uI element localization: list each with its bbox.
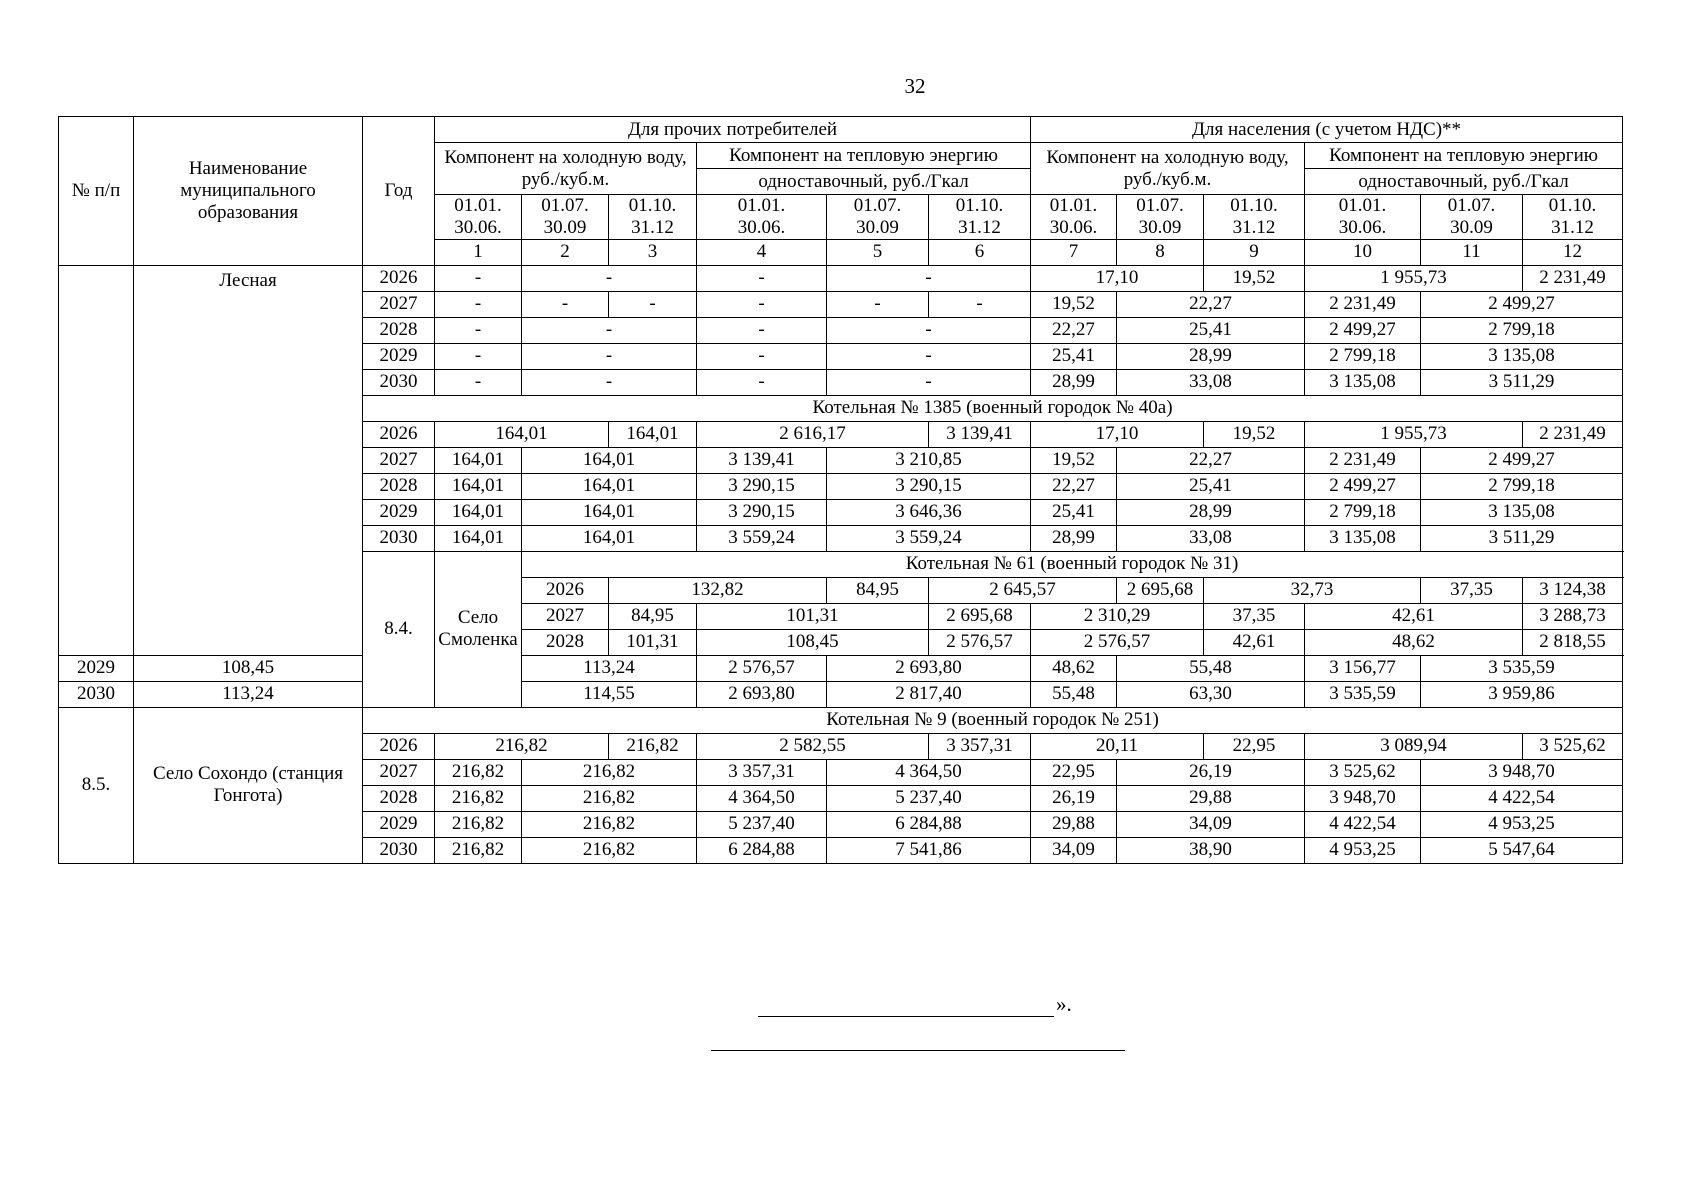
table-cell: - — [827, 369, 1031, 395]
table-cell: 3 559,24 — [697, 525, 827, 551]
table-cell: 101,31 — [609, 629, 697, 655]
table-cell: 2 695,68 — [929, 603, 1031, 629]
header-period: 01.10. 31.12 — [609, 195, 697, 240]
table-cell: 3 525,62 — [1305, 759, 1421, 785]
table-cell: - — [435, 369, 522, 395]
header-row — [59, 117, 1623, 143]
table-cell: 2 582,55 — [697, 733, 929, 759]
table-cell: 114,55 — [522, 681, 697, 707]
table-cell: 4 953,25 — [1421, 811, 1623, 837]
table-cell: 164,01 — [435, 525, 522, 551]
header-period: 01.07. 30.09 — [1421, 195, 1523, 240]
table-cell: 164,01 — [435, 421, 609, 447]
table-cell: 216,82 — [435, 785, 522, 811]
year-cell: 2029 — [363, 499, 435, 525]
table-cell: 3 357,31 — [929, 733, 1031, 759]
table-cell: - — [827, 291, 929, 317]
table-cell: 2 693,80 — [827, 655, 1031, 681]
table-cell: - — [522, 343, 697, 369]
table-cell: 28,99 — [1117, 343, 1305, 369]
table-cell: 6 284,88 — [697, 837, 827, 863]
table-cell: 216,82 — [522, 811, 697, 837]
table-cell: 164,01 — [522, 525, 697, 551]
table-cell: 7 541,86 — [827, 837, 1031, 863]
table-cell: - — [697, 317, 827, 343]
separator-line — [711, 1050, 1125, 1051]
table-cell: 164,01 — [522, 447, 697, 473]
table-cell: 3 139,41 — [929, 421, 1031, 447]
row-number-cell: 8.5. — [59, 707, 134, 863]
table-cell: - — [522, 317, 697, 343]
row-number-cell: 8.4. — [363, 551, 435, 707]
row-number-cell — [59, 265, 134, 655]
table-cell: 4 422,54 — [1421, 785, 1623, 811]
table-cell: 2 818,55 — [1523, 629, 1623, 655]
table-cell: 3 511,29 — [1421, 525, 1623, 551]
table-cell: 25,41 — [1117, 317, 1305, 343]
table-cell: 3 959,86 — [1421, 681, 1623, 707]
table-cell: 28,99 — [1117, 499, 1305, 525]
table-cell: 3 135,08 — [1421, 499, 1623, 525]
table-cell: 2 231,49 — [1523, 265, 1623, 291]
table-cell: 84,95 — [827, 577, 929, 603]
table-cell: 3 156,77 — [1305, 655, 1421, 681]
table-cell: 216,82 — [522, 785, 697, 811]
table-cell: 2 693,80 — [697, 681, 827, 707]
table-cell: - — [929, 291, 1031, 317]
year-cell: 2027 — [363, 759, 435, 785]
table-cell: - — [697, 265, 827, 291]
table-cell: 2 645,57 — [929, 577, 1117, 603]
table-cell: 216,82 — [609, 733, 697, 759]
year-cell: 2026 — [363, 421, 435, 447]
table-cell: - — [609, 291, 697, 317]
table-cell: 216,82 — [435, 759, 522, 785]
column-number: 5 — [827, 239, 929, 265]
table-cell: 216,82 — [435, 811, 522, 837]
table-cell: 2 499,27 — [1305, 473, 1421, 499]
year-cell: 2027 — [522, 603, 609, 629]
table-cell: 3 139,41 — [697, 447, 827, 473]
table-cell: 19,52 — [1204, 421, 1305, 447]
header-period: 01.10. 31.12 — [929, 195, 1031, 240]
table-cell: 3 290,15 — [827, 473, 1031, 499]
header-name: Наименование муниципального образования — [134, 117, 363, 266]
table-cell: 164,01 — [435, 447, 522, 473]
table-cell: 4 422,54 — [1305, 811, 1421, 837]
table-cell: 3 357,31 — [697, 759, 827, 785]
table-cell: 3 135,08 — [1421, 343, 1623, 369]
table-cell: 26,19 — [1117, 759, 1305, 785]
table-cell: - — [435, 317, 522, 343]
table-cell: 2 576,57 — [697, 655, 827, 681]
table-cell: 108,45 — [697, 629, 929, 655]
column-number: 3 — [609, 239, 697, 265]
year-cell: 2028 — [363, 785, 435, 811]
table-cell: 3 511,29 — [1421, 369, 1623, 395]
table-cell: 2 799,18 — [1305, 499, 1421, 525]
table-cell: 164,01 — [522, 499, 697, 525]
header-year: Год — [363, 117, 435, 266]
table-cell: 216,82 — [522, 837, 697, 863]
table-cell: 2 817,40 — [827, 681, 1031, 707]
table-cell: 42,61 — [1204, 629, 1305, 655]
column-number: 9 — [1204, 239, 1305, 265]
table-cell: 34,09 — [1117, 811, 1305, 837]
signature-line — [758, 1016, 1054, 1017]
table-cell: - — [522, 265, 697, 291]
table-cell: 2 499,27 — [1305, 317, 1421, 343]
header-period: 01.07. 30.09 — [827, 195, 929, 240]
year-cell: 2030 — [363, 369, 435, 395]
table-cell: - — [697, 369, 827, 395]
year-cell: 2026 — [363, 265, 435, 291]
table-cell: 63,30 — [1117, 681, 1305, 707]
table-cell: 164,01 — [522, 473, 697, 499]
header-period: 01.01. 30.06. — [1031, 195, 1117, 240]
table-cell: 1 955,73 — [1305, 265, 1523, 291]
table-cell: 3 135,08 — [1305, 369, 1421, 395]
municipality-name: Лесная — [134, 265, 363, 655]
table-cell: 48,62 — [1031, 655, 1117, 681]
table-cell: 28,99 — [1031, 369, 1117, 395]
table-cell: 101,31 — [697, 603, 929, 629]
table-cell: 3 535,59 — [1305, 681, 1421, 707]
table-cell: 4 953,25 — [1305, 837, 1421, 863]
header-period: 01.10. 31.12 — [1523, 195, 1623, 240]
table-cell: 22,27 — [1031, 473, 1117, 499]
header-single-rate: одноставочный, руб./Гкал — [697, 169, 1031, 195]
table-cell: - — [435, 343, 522, 369]
table-cell: 17,10 — [1031, 421, 1204, 447]
table-cell: 22,95 — [1204, 733, 1305, 759]
table-cell: 32,73 — [1204, 577, 1421, 603]
header-population: Для населения (с учетом НДС)** — [1031, 117, 1623, 143]
table-cell: 3 089,94 — [1305, 733, 1523, 759]
table-cell: 25,41 — [1117, 473, 1305, 499]
header-period: 01.01. 30.06. — [1305, 195, 1421, 240]
year-cell: 2026 — [522, 577, 609, 603]
header-num: № п/п — [59, 117, 134, 266]
table-cell: 216,82 — [522, 759, 697, 785]
table-cell: 3 290,15 — [697, 499, 827, 525]
table-cell: 2 799,18 — [1421, 317, 1623, 343]
table-cell: 20,11 — [1031, 733, 1204, 759]
table-cell: 25,41 — [1031, 343, 1117, 369]
column-number: 7 — [1031, 239, 1117, 265]
table-cell: 22,27 — [1117, 291, 1305, 317]
table-cell: 37,35 — [1204, 603, 1305, 629]
table-cell: 5 547,64 — [1421, 837, 1623, 863]
header-other-consumers: Для прочих потребителей — [435, 117, 1031, 143]
table-cell: 2 576,57 — [1031, 629, 1204, 655]
year-cell: 2030 — [59, 681, 134, 707]
table-cell: - — [697, 343, 827, 369]
municipality-name: Село Сохондо (станция Гонгота) — [134, 707, 363, 863]
table-cell: 2 799,18 — [1421, 473, 1623, 499]
page-number: 32 — [904, 74, 926, 98]
table-cell: 3 948,70 — [1421, 759, 1623, 785]
table-cell: 2 231,49 — [1523, 421, 1623, 447]
table-cell: 113,24 — [134, 681, 363, 707]
table-cell: 22,95 — [1031, 759, 1117, 785]
table-cell: 34,09 — [1031, 837, 1117, 863]
table-cell: 84,95 — [609, 603, 697, 629]
year-cell: 2028 — [363, 317, 435, 343]
boiler-title: Котельная № 1385 (военный городок № 40а) — [363, 395, 1623, 421]
year-cell: 2030 — [363, 525, 435, 551]
header-period: 01.01. 30.06. — [435, 195, 522, 240]
table-cell: 3 290,15 — [697, 473, 827, 499]
table-cell: 2 499,27 — [1421, 447, 1623, 473]
table-cell: 113,24 — [522, 655, 697, 681]
table-cell: 2 695,68 — [1117, 577, 1204, 603]
table-cell: - — [697, 291, 827, 317]
table-cell: 2 499,27 — [1421, 291, 1623, 317]
table-cell: 55,48 — [1031, 681, 1117, 707]
table-cell: 26,19 — [1031, 785, 1117, 811]
table-cell: 2 231,49 — [1305, 291, 1421, 317]
table-cell: 164,01 — [609, 421, 697, 447]
header-heat-energy: Компонент на тепловую энергию — [1305, 143, 1623, 169]
table-cell: 17,10 — [1031, 265, 1204, 291]
table-cell: 2 231,49 — [1305, 447, 1421, 473]
table-cell: 6 284,88 — [827, 811, 1031, 837]
table-cell: 19,52 — [1031, 291, 1117, 317]
table-cell: - — [827, 265, 1031, 291]
municipality-name: Село Смоленка — [435, 551, 522, 707]
table-cell: 19,52 — [1204, 265, 1305, 291]
table-cell: 22,27 — [1031, 317, 1117, 343]
table-cell: - — [827, 317, 1031, 343]
table-cell: 1 955,73 — [1305, 421, 1523, 447]
header-single-rate: одноставочный, руб./Гкал — [1305, 169, 1623, 195]
year-cell: 2029 — [363, 343, 435, 369]
column-number: 1 — [435, 239, 522, 265]
table-cell: 2 799,18 — [1305, 343, 1421, 369]
table-row — [59, 681, 1623, 707]
table-cell: - — [522, 369, 697, 395]
table-cell: 33,08 — [1117, 525, 1305, 551]
table-cell: 4 364,50 — [697, 785, 827, 811]
header-cold-water: Компонент на холодную воду, руб./куб.м. — [435, 143, 697, 195]
header-heat-energy: Компонент на тепловую энергию — [697, 143, 1031, 169]
table-cell: 37,35 — [1421, 577, 1523, 603]
table-cell: 29,88 — [1031, 811, 1117, 837]
year-cell: 2030 — [363, 837, 435, 863]
column-number: 6 — [929, 239, 1031, 265]
header-period: 01.07. 30.09 — [1117, 195, 1204, 240]
table-cell: 55,48 — [1117, 655, 1305, 681]
table-cell: 3 535,59 — [1421, 655, 1623, 681]
table-cell: 164,01 — [435, 473, 522, 499]
section-title-row — [59, 707, 1623, 733]
year-cell: 2027 — [363, 291, 435, 317]
column-number: 2 — [522, 239, 609, 265]
table-cell: - — [827, 343, 1031, 369]
year-cell: 2028 — [522, 629, 609, 655]
table-cell: 29,88 — [1117, 785, 1305, 811]
table-cell: 216,82 — [435, 837, 522, 863]
tariff-table — [58, 116, 1623, 864]
table-row — [59, 265, 1623, 291]
column-number: 12 — [1523, 239, 1623, 265]
table-cell: 108,45 — [134, 655, 363, 681]
table-cell: 5 237,40 — [827, 785, 1031, 811]
table-cell: 2 310,29 — [1031, 603, 1204, 629]
boiler-title: Котельная № 9 (военный городок № 251) — [363, 707, 1623, 733]
header-period: 01.07. 30.09 — [522, 195, 609, 240]
header-period: 01.01. 30.06. — [697, 195, 827, 240]
table-cell: 4 364,50 — [827, 759, 1031, 785]
table-cell: 164,01 — [435, 499, 522, 525]
table-row — [59, 655, 1623, 681]
table-cell: 25,41 — [1031, 499, 1117, 525]
table-cell: 5 237,40 — [697, 811, 827, 837]
table-cell: 33,08 — [1117, 369, 1305, 395]
table-cell: 132,82 — [609, 577, 827, 603]
table-cell: 216,82 — [435, 733, 609, 759]
year-cell: 2027 — [363, 447, 435, 473]
year-cell: 2028 — [363, 473, 435, 499]
table-cell: - — [522, 291, 609, 317]
table-cell: 3 288,73 — [1523, 603, 1623, 629]
table-cell: - — [435, 291, 522, 317]
table-cell: - — [435, 265, 522, 291]
year-cell: 2029 — [363, 811, 435, 837]
column-number: 4 — [697, 239, 827, 265]
table-cell: 3 210,85 — [827, 447, 1031, 473]
table-cell: 3 559,24 — [827, 525, 1031, 551]
year-cell: 2029 — [59, 655, 134, 681]
table-cell: 28,99 — [1031, 525, 1117, 551]
header-cold-water: Компонент на холодную воду, руб./куб.м. — [1031, 143, 1305, 195]
boiler-title: Котельная № 61 (военный городок № 31) — [522, 551, 1623, 577]
column-number: 11 — [1421, 239, 1523, 265]
closing-quote: ». — [1056, 992, 1072, 1016]
table-cell: 42,61 — [1305, 603, 1523, 629]
column-number: 8 — [1117, 239, 1204, 265]
header-period: 01.10. 31.12 — [1204, 195, 1305, 240]
table-cell: 19,52 — [1031, 447, 1117, 473]
table-cell: 48,62 — [1305, 629, 1523, 655]
table-cell: 3 124,38 — [1523, 577, 1623, 603]
table-cell: 3 525,62 — [1523, 733, 1623, 759]
table-cell: 2 576,57 — [929, 629, 1031, 655]
table-cell: 38,90 — [1117, 837, 1305, 863]
year-cell: 2026 — [363, 733, 435, 759]
table-cell: 3 948,70 — [1305, 785, 1421, 811]
table-cell: 22,27 — [1117, 447, 1305, 473]
table-cell: 3 135,08 — [1305, 525, 1421, 551]
table-cell: 2 616,17 — [697, 421, 929, 447]
table-cell: 3 646,36 — [827, 499, 1031, 525]
column-number: 10 — [1305, 239, 1421, 265]
